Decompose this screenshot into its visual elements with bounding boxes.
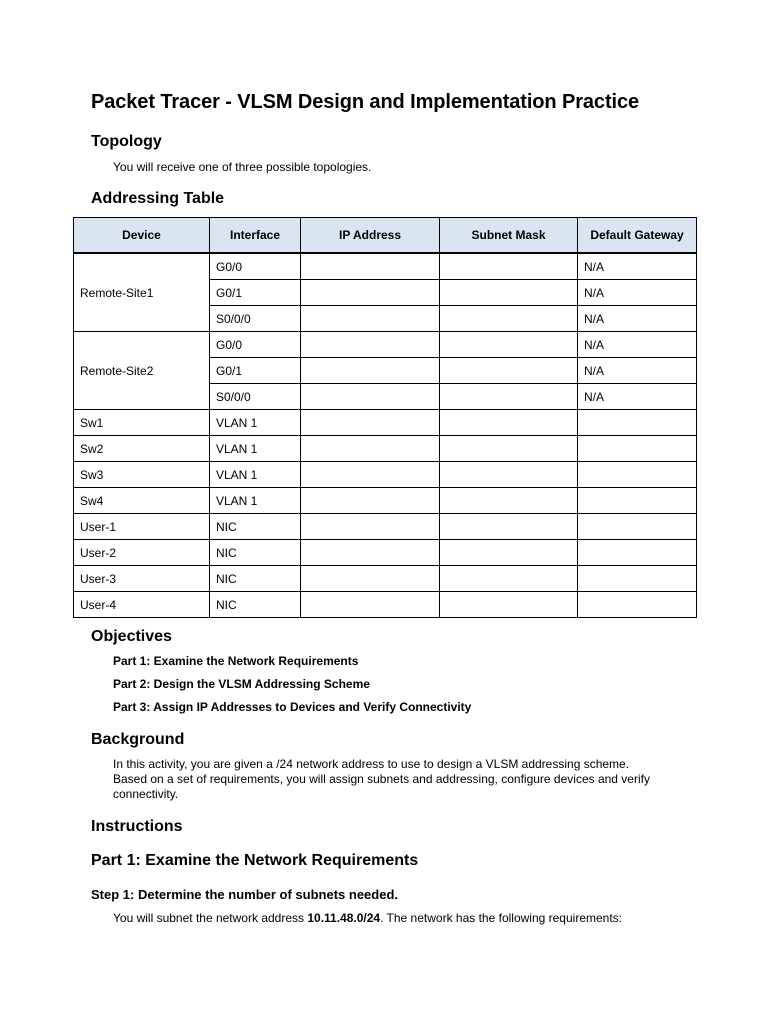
background-paragraph: [113, 757, 713, 802]
instructions-heading: Instructions: [91, 818, 183, 835]
default-gateway-cell: N/A: [578, 253, 697, 280]
ip-address-cell: [301, 358, 440, 384]
column-header-ip-address: IP Address: [301, 218, 440, 254]
table-row: [74, 566, 697, 592]
background-line-3: connectivity.: [113, 787, 179, 801]
step1-text-after: . The network has the following requirements:: [380, 911, 622, 925]
part1-heading: Part 1: Examine the Network Requirements: [91, 852, 419, 869]
device-cell: Sw4: [74, 488, 210, 514]
interface-cell: G0/0: [210, 253, 301, 280]
subnet-mask-cell: [440, 566, 578, 592]
table-row: [74, 592, 697, 618]
default-gateway-cell: [578, 410, 697, 436]
subnet-mask-cell: [440, 514, 578, 540]
table-row: [74, 488, 697, 514]
table-row: [74, 253, 697, 280]
background-line-1: In this activity, you are given a /24 network address to use to design a VLSM addressing scheme.: [113, 757, 630, 771]
page-title: Packet Tracer - VLSM Design and Implementation Practice: [91, 91, 640, 113]
interface-cell: VLAN 1: [210, 410, 301, 436]
table-row: [74, 410, 697, 436]
table-row: [74, 332, 697, 358]
device-cell: User-3: [74, 566, 210, 592]
column-header-subnet-mask: Subnet Mask: [440, 218, 578, 254]
step1-text-before: You will subnet the network address: [113, 911, 308, 925]
interface-cell: NIC: [210, 592, 301, 618]
table-row: [74, 514, 697, 540]
device-cell: User-2: [74, 540, 210, 566]
ip-address-cell: [301, 540, 440, 566]
objective-part-3: Part 3: Assign IP Addresses to Devices and Verify Connectivity: [113, 700, 472, 714]
table-row: [74, 540, 697, 566]
ip-address-cell: [301, 566, 440, 592]
default-gateway-cell: [578, 488, 697, 514]
subnet-mask-cell: [440, 358, 578, 384]
table-header-row: [74, 218, 697, 254]
subnet-mask-cell: [440, 280, 578, 306]
interface-cell: S0/0/0: [210, 384, 301, 410]
default-gateway-cell: N/A: [578, 306, 697, 332]
subnet-mask-cell: [440, 592, 578, 618]
topology-text: You will receive one of three possible topologies.: [113, 160, 372, 174]
device-cell: Sw2: [74, 436, 210, 462]
subnet-mask-cell: [440, 306, 578, 332]
addressing-table: [73, 217, 697, 618]
subnet-mask-cell: [440, 462, 578, 488]
objective-part-2: Part 2: Design the VLSM Addressing Scheme: [113, 677, 370, 691]
interface-cell: VLAN 1: [210, 488, 301, 514]
default-gateway-cell: N/A: [578, 280, 697, 306]
ip-address-cell: [301, 332, 440, 358]
device-cell: Remote-Site1: [74, 253, 210, 332]
default-gateway-cell: [578, 592, 697, 618]
ip-address-cell: [301, 306, 440, 332]
subnet-mask-cell: [440, 253, 578, 280]
interface-cell: G0/1: [210, 358, 301, 384]
step1-text: [113, 911, 622, 926]
default-gateway-cell: [578, 566, 697, 592]
ip-address-cell: [301, 384, 440, 410]
table-row: [74, 436, 697, 462]
interface-cell: NIC: [210, 540, 301, 566]
interface-cell: NIC: [210, 514, 301, 540]
ip-address-cell: [301, 410, 440, 436]
objectives-heading: Objectives: [91, 628, 172, 645]
default-gateway-cell: [578, 514, 697, 540]
subnet-mask-cell: [440, 332, 578, 358]
subnet-mask-cell: [440, 540, 578, 566]
device-cell: Sw3: [74, 462, 210, 488]
addressing-table-heading: Addressing Table: [91, 190, 225, 207]
interface-cell: G0/0: [210, 332, 301, 358]
objective-part-1: Part 1: Examine the Network Requirements: [113, 654, 359, 668]
device-cell: Sw1: [74, 410, 210, 436]
column-header-default-gateway: Default Gateway: [578, 218, 697, 254]
device-cell: Remote-Site2: [74, 332, 210, 410]
default-gateway-cell: N/A: [578, 332, 697, 358]
table-row: [74, 462, 697, 488]
ip-address-cell: [301, 253, 440, 280]
step1-heading: Step 1: Determine the number of subnets needed.: [91, 887, 398, 902]
interface-cell: VLAN 1: [210, 436, 301, 462]
device-cell: User-4: [74, 592, 210, 618]
ip-address-cell: [301, 592, 440, 618]
interface-cell: VLAN 1: [210, 462, 301, 488]
column-header-interface: Interface: [210, 218, 301, 254]
interface-cell: G0/1: [210, 280, 301, 306]
subnet-mask-cell: [440, 410, 578, 436]
ip-address-cell: [301, 514, 440, 540]
default-gateway-cell: N/A: [578, 358, 697, 384]
interface-cell: S0/0/0: [210, 306, 301, 332]
ip-address-cell: [301, 436, 440, 462]
subnet-mask-cell: [440, 384, 578, 410]
network-address: 10.11.48.0/24: [307, 911, 381, 925]
ip-address-cell: [301, 280, 440, 306]
default-gateway-cell: [578, 462, 697, 488]
background-line-2: Based on a set of requirements, you will assign subnets and addressing, configure devices and verify: [113, 772, 650, 786]
column-header-device: Device: [74, 218, 210, 254]
default-gateway-cell: [578, 540, 697, 566]
device-cell: User-1: [74, 514, 210, 540]
ip-address-cell: [301, 462, 440, 488]
background-heading: Background: [91, 731, 185, 748]
interface-cell: NIC: [210, 566, 301, 592]
ip-address-cell: [301, 488, 440, 514]
subnet-mask-cell: [440, 488, 578, 514]
subnet-mask-cell: [440, 436, 578, 462]
default-gateway-cell: N/A: [578, 384, 697, 410]
topology-heading: Topology: [91, 133, 162, 150]
default-gateway-cell: [578, 436, 697, 462]
